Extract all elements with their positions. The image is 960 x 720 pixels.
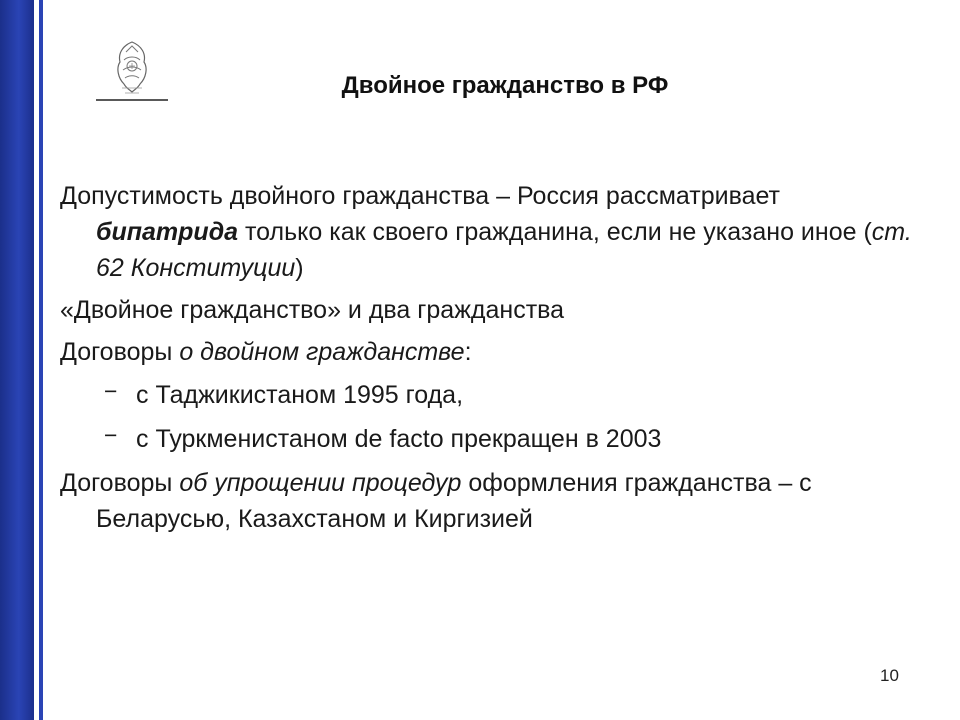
crest-emblem-icon	[96, 38, 168, 102]
sub-item-text: с Туркменистаном de facto прекращен в 2003	[136, 425, 662, 453]
paragraph-text: оформления гражданства – с Беларусью, Казахстаном и Киргизией	[96, 469, 812, 533]
sub-item-text: с Таджикистаном 1995 года,	[136, 381, 464, 409]
paragraph-text: Договоры	[60, 338, 180, 366]
slide-title: Двойное гражданство в РФ	[341, 72, 669, 99]
slide-body	[60, 178, 920, 543]
paragraph-admissibility	[60, 178, 920, 286]
dash-bullet: −	[104, 422, 118, 448]
page-number: 10	[880, 666, 899, 685]
paragraph-dual-vs-two: «Двойное гражданство» и два гражданства	[60, 296, 565, 324]
paragraph-text: :	[464, 338, 472, 366]
paragraph-simplified-procedures	[60, 465, 920, 537]
left-thin-stripe	[39, 0, 43, 720]
paragraph-text: только как своего гражданина, если не указано иное (	[238, 218, 872, 246]
dash-bullet: −	[104, 378, 118, 404]
paragraph-text: )	[295, 254, 304, 282]
emphasis-dual-citizenship: о двойном гражданстве	[179, 338, 465, 366]
emphasis-bipatride: бипатрида	[96, 218, 239, 246]
paragraph-text: Допустимость двойного гражданства – Россия рассматривает	[60, 182, 781, 210]
left-blue-stripe	[0, 0, 34, 720]
constitution-reference: ст. 62 Конституции	[96, 218, 912, 282]
sub-item-turkmenistan	[60, 421, 920, 457]
emphasis-simplified-procedures: об упрощении процедур	[179, 469, 462, 497]
paragraph-text: Договоры	[60, 469, 180, 497]
paragraph-dual-treaties	[60, 334, 920, 370]
sub-item-tajikistan	[60, 377, 920, 413]
